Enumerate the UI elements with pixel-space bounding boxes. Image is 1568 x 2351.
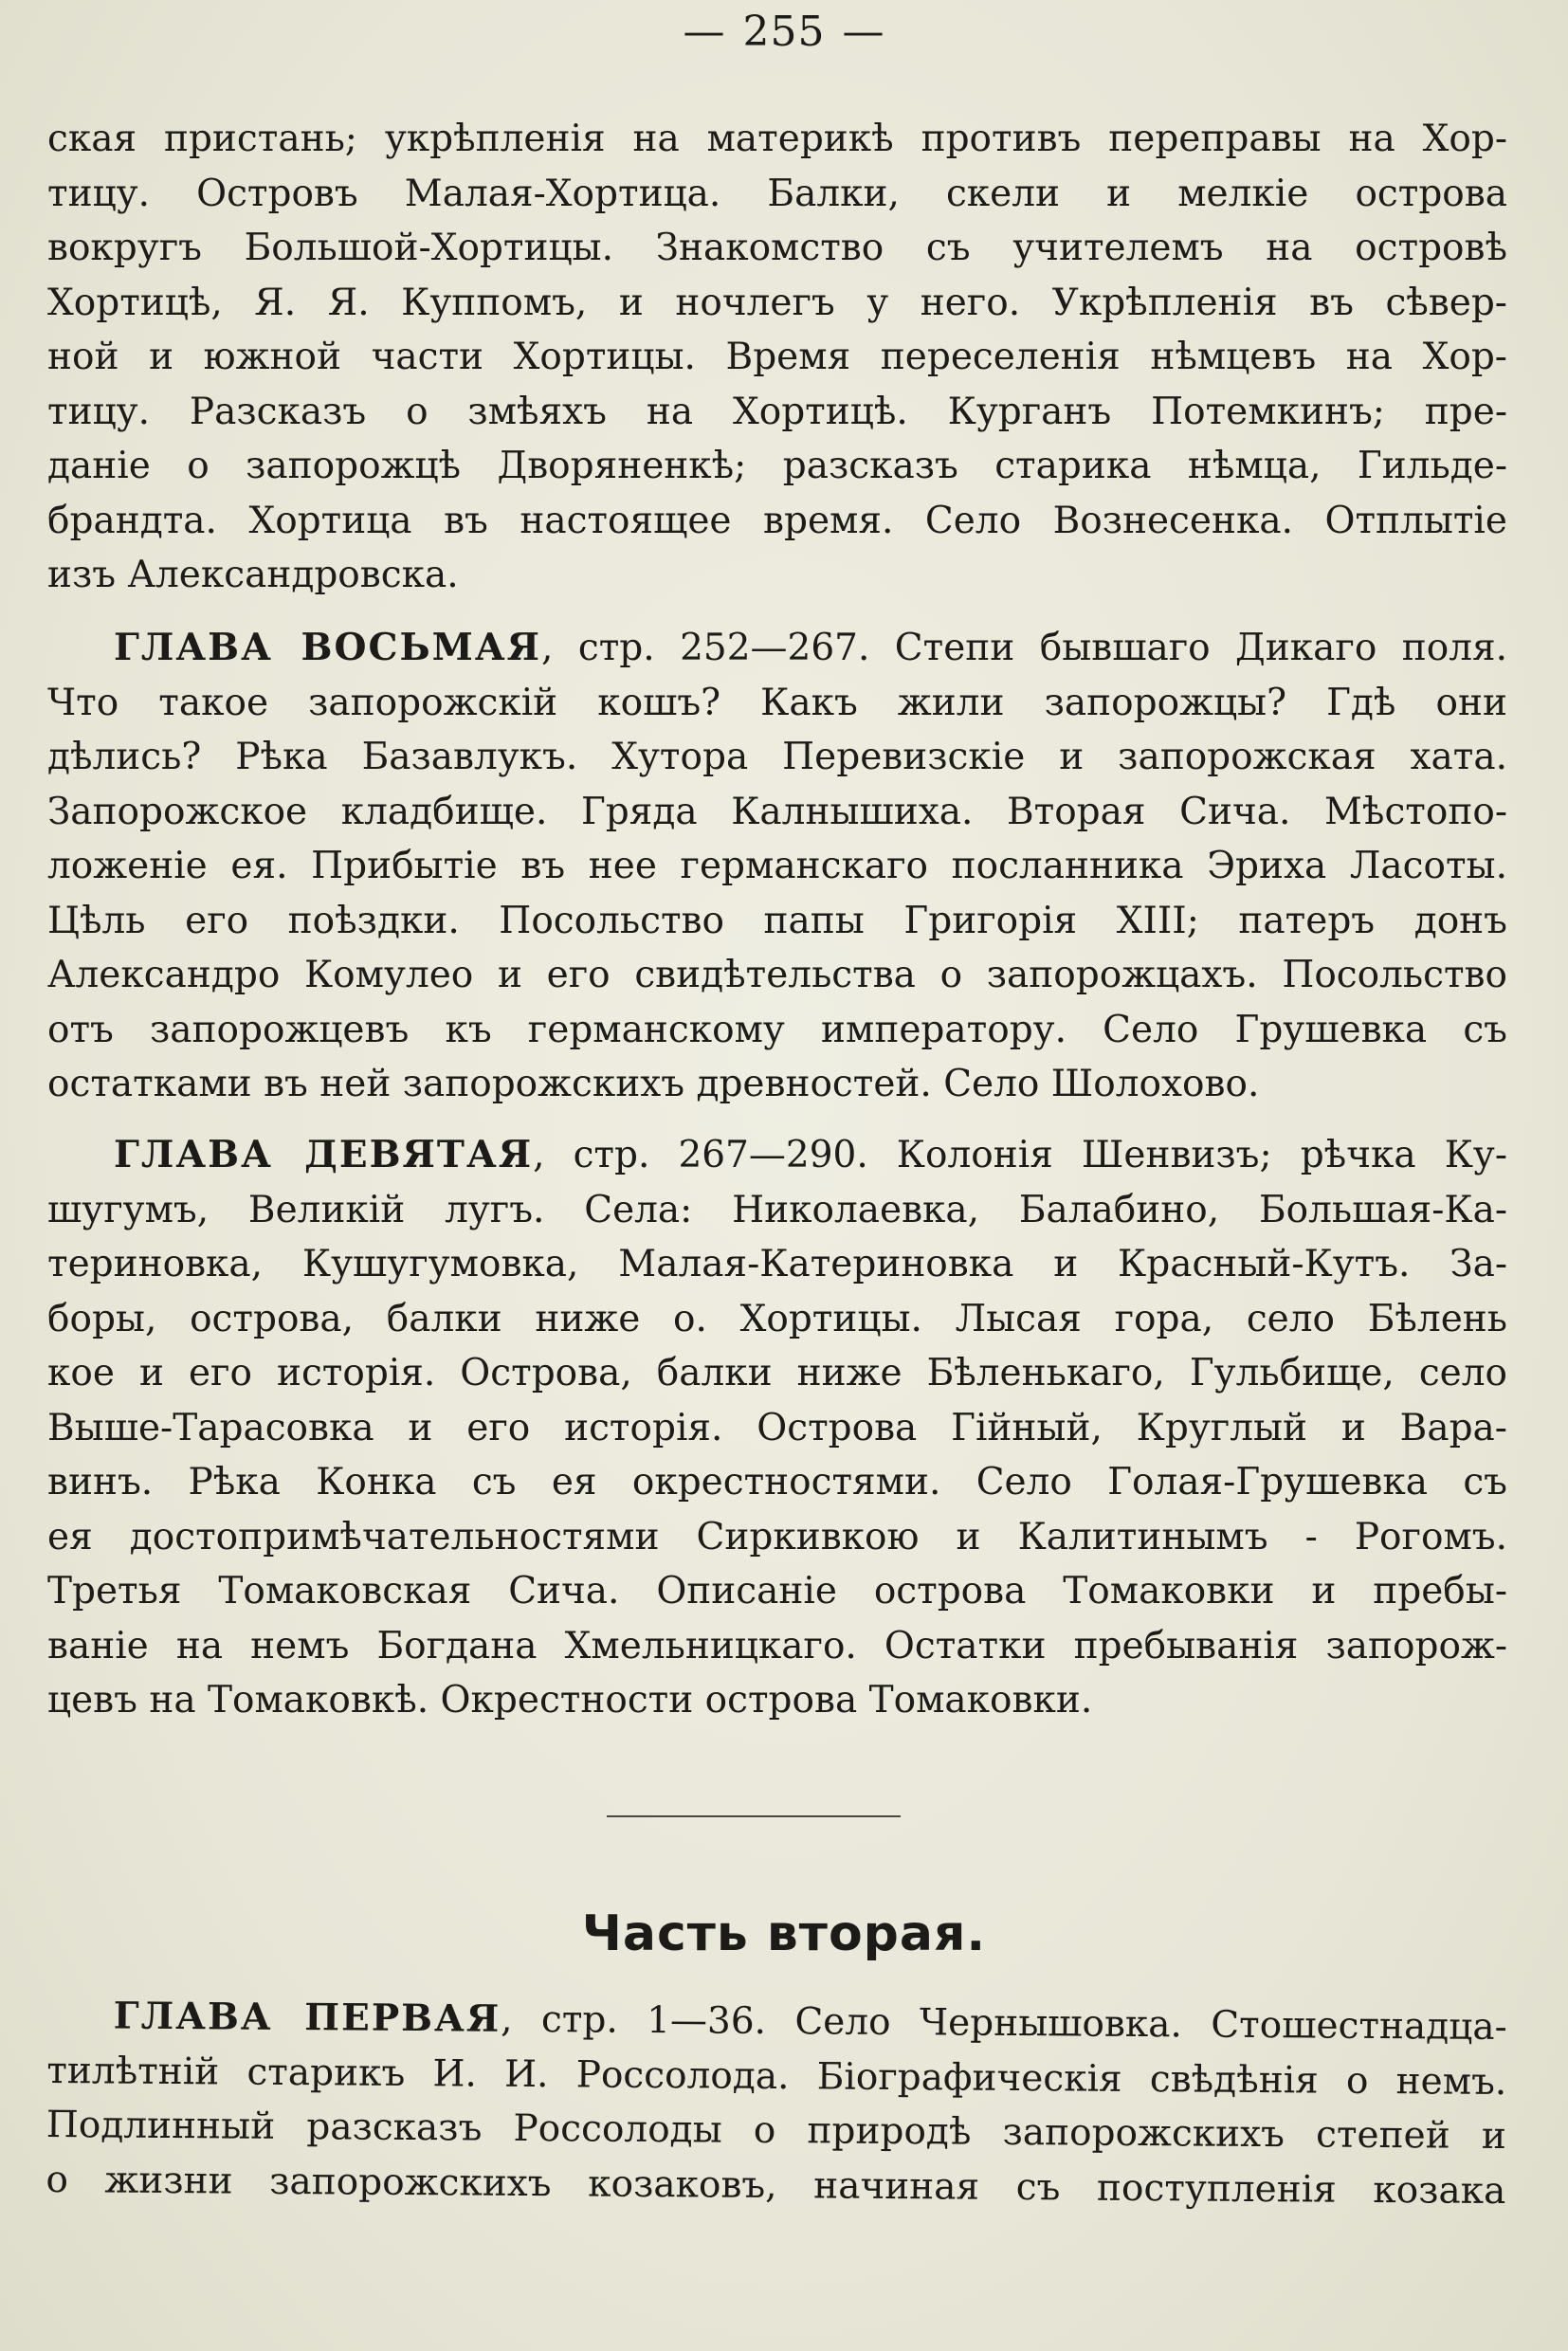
text-line: Александро Комулео и его свидѣтельства о запорожцахъ. Посольство	[47, 954, 1507, 996]
chapter-9-first-line-rest: , стр. 267—290. Колонія Шенвизъ; рѣчка Ку-	[533, 1134, 1507, 1176]
text-line: Запорожское кладбище. Гряда Калнышиха. Вторая Сича. Мѣстопо-	[47, 790, 1507, 833]
text-line: ложеніе ея. Прибытіе въ нее германскаго посланника Эриха Ласоты.	[47, 845, 1507, 887]
text-line: тилѣтній старикъ И. И. Россолода. Біографическія свѣдѣнія о немъ.	[46, 2049, 1507, 2104]
chapter-8-paragraph	[47, 621, 1507, 1112]
text-line: Третья Томаковская Сича. Описаніе острова Томаковки и пребы-	[47, 1570, 1507, 1613]
text-line: кое и его исторія. Острова, балки ниже Бѣленькаго, Гульбище, село	[47, 1352, 1507, 1394]
part-two-chapter-1-heading: ГЛАВА ПЕРВАЯ	[113, 1994, 501, 2041]
page-number-dash-right: —	[842, 8, 885, 56]
text-line: шугумъ, Великій лугъ. Села: Николаевка, Балабино, Большая-Ка-	[47, 1188, 1507, 1231]
page-number-dash-left: —	[683, 8, 726, 56]
text-line: о жизни запорожскихъ козаковъ, начиная съ поступленія козака	[46, 2158, 1506, 2213]
text-line: даніе о запорожцѣ Дворяненкѣ; разсказъ старика нѣмца, Гильде-	[47, 445, 1507, 487]
text-line: ной и южной части Хортицы. Время переселенія нѣмцевъ на Хор-	[47, 336, 1507, 378]
text-line: Что такое запорожскій кошъ? Какъ жили запорожцы? Гдѣ они	[47, 681, 1507, 724]
text-line: остатками въ ней запорожскихъ древностей. Село Шолохово.	[47, 1063, 1260, 1105]
text-line: Выше-Тарасовка и его исторія. Острова Гійный, Круглый и Вара-	[47, 1406, 1507, 1449]
text-line: винъ. Рѣка Конка съ ея окрестностями. Село Голая-Грушевка съ	[47, 1461, 1507, 1504]
text-line: Цѣль его поѣздки. Посольство папы Григорія XIII; патеръ донъ	[47, 899, 1507, 942]
text-line: ваніе на немъ Богдана Хмельницкаго. Остатки пребыванія запорож-	[47, 1624, 1507, 1668]
text-line: тицу. Разсказъ о змѣяхъ на Хортицѣ. Курганъ Потемкинъ; пре-	[47, 390, 1507, 433]
text-line: отъ запорожцевъ къ германскому императору. Село Грушевка съ	[47, 1008, 1507, 1051]
text-line: боры, острова, балки ниже о. Хортицы. Лысая гора, село Бѣлень	[47, 1297, 1507, 1340]
text-line: тицу. Островъ Малая-Хортица. Балки, скели и мелкіе острова	[47, 172, 1507, 215]
text-line: Подлинный разсказъ Россолоды о природѣ запорожскихъ степей и	[46, 2103, 1507, 2159]
text-line: териновка, Кушугумовка, Малая-Катериновка и Красный-Кутъ. За-	[47, 1243, 1507, 1285]
text-line: брандта. Хортица въ настоящее время. Село Вознесенка. Отплытіе	[47, 499, 1507, 542]
text-line: дѣлись? Рѣка Базавлукъ. Хутора Перевизскіе и запорожская хата.	[47, 736, 1507, 778]
text-line: ея достопримѣчательностями Сиркивкою и Калитинымъ - Рогомъ.	[47, 1515, 1507, 1558]
part-two-title: Часть вторая.	[581, 1905, 987, 1962]
text-line: Хортицѣ, Я. Я. Куппомъ, и ночлегъ у него. Укрѣпленія въ сѣвер-	[47, 281, 1507, 324]
chapter-8-heading: ГЛАВА ВОСЬМАЯ	[114, 626, 542, 669]
chapter-8-first-line	[47, 621, 1507, 676]
chapter-9-heading: ГЛАВА ДЕВЯТАЯ	[114, 1133, 534, 1176]
text-line: вокругъ Большой-Хортицы. Знакомство съ учителемъ на островѣ	[47, 227, 1507, 269]
chapter-9-first-line	[47, 1128, 1507, 1183]
page-number	[0, 8, 1568, 56]
text-line: изъ Александровска.	[47, 554, 459, 596]
intro-paragraph	[47, 112, 1507, 603]
chapter-8-first-line-rest: , стр. 252—267. Степи бывшаго Дикаго поля.	[541, 627, 1507, 669]
section-separator-rule	[607, 1815, 901, 1817]
part-two-chapter-1-paragraph	[46, 1989, 1507, 2218]
part-two-chapter-1-first-line-rest: , стр. 1—36. Село Чернышовка. Стошестнадца-	[501, 1997, 1507, 2050]
chapter-9-paragraph	[47, 1128, 1507, 1728]
page-number-value: 255	[742, 8, 826, 56]
text-line: ская пристань; укрѣпленія на материкѣ противъ переправы на Хор-	[47, 118, 1507, 160]
text-line: цевъ на Томаковкѣ. Окрестности острова Томаковки.	[47, 1679, 1093, 1722]
